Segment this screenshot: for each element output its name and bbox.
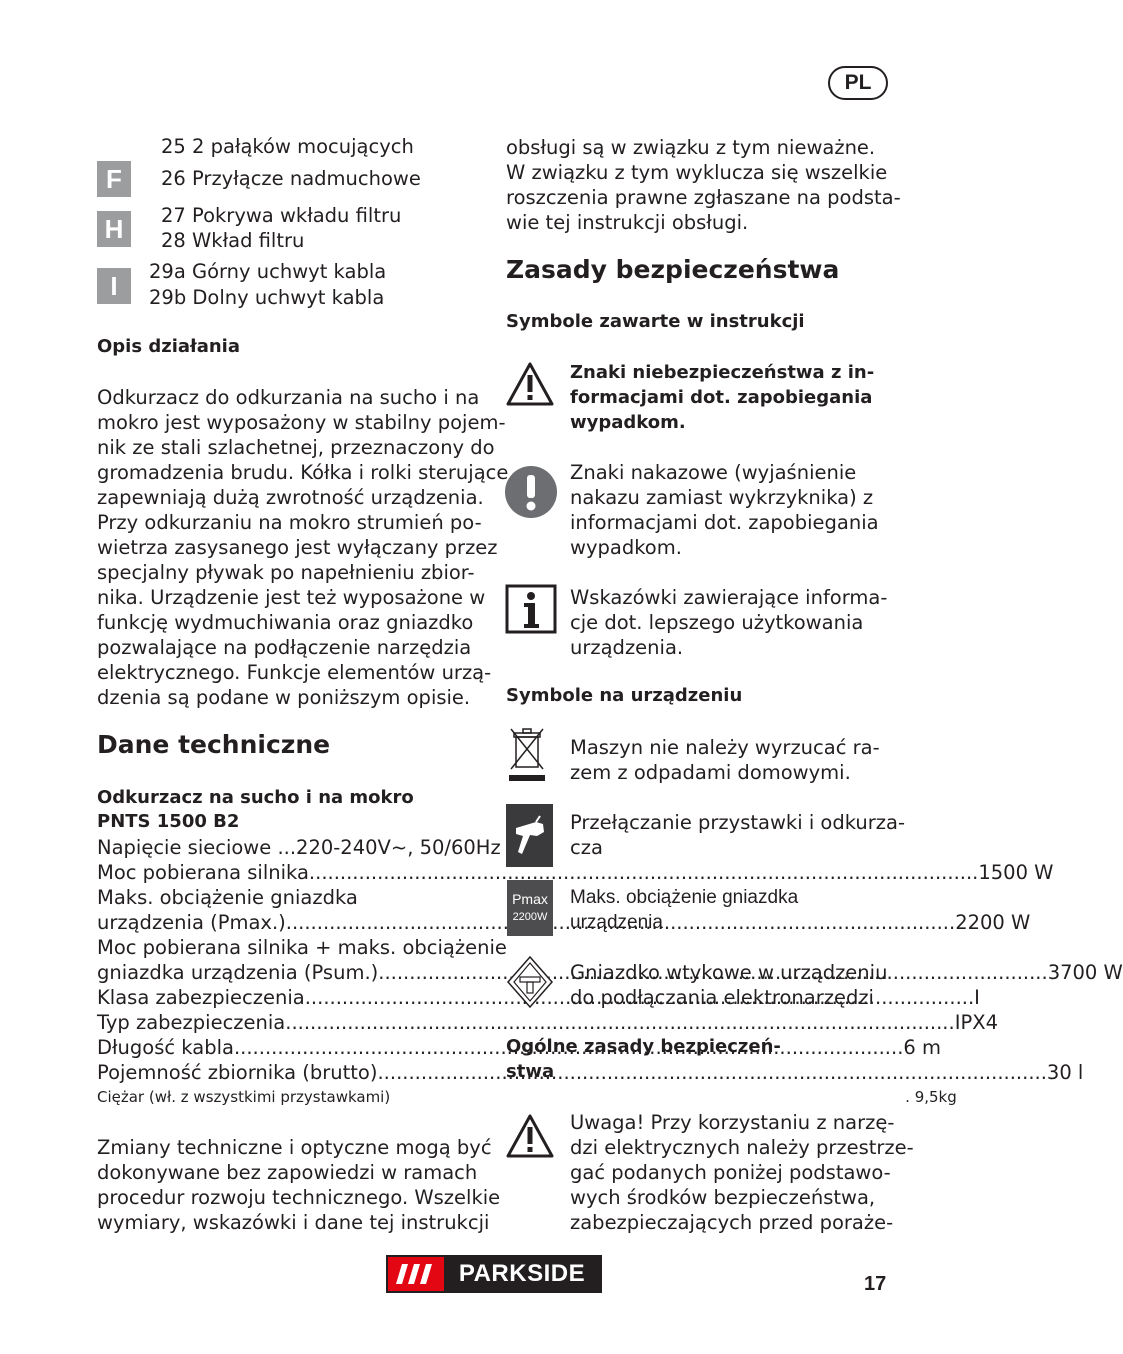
spec-label: Typ zabezpieczenia bbox=[97, 1011, 286, 1034]
model-number: PNTS 1500 B2 bbox=[97, 811, 240, 832]
text-line: gromadzenia brudu. Kółka i rolki sterujące bbox=[97, 461, 509, 484]
warning-icon bbox=[505, 1113, 555, 1159]
symbol-text-info bbox=[570, 585, 887, 660]
text-line: cje dot. lepszego użytkowania bbox=[570, 611, 864, 634]
text-line: cza bbox=[570, 836, 603, 859]
parkside-logo bbox=[386, 1255, 602, 1293]
text-line: Gniazdko wtykowe w urządzeniu bbox=[570, 961, 888, 984]
brand-name: PARKSIDE bbox=[444, 1257, 600, 1291]
text-line: wietrza zasysanego jest wyłączany przez bbox=[97, 536, 498, 559]
heading-symbole-instrukcji: Symbole zawarte w instrukcji bbox=[506, 311, 805, 332]
warning-icon bbox=[505, 361, 555, 407]
part-box-f: F bbox=[97, 161, 131, 197]
logo-slashes bbox=[388, 1257, 444, 1291]
text-line: wych środków bezpieczeństwa, bbox=[570, 1186, 876, 1209]
spec-label: urządzenia (Pmax.) bbox=[97, 911, 286, 934]
spec-label: Długość kabla bbox=[97, 1036, 234, 1059]
text-line: wypadkom. bbox=[570, 536, 682, 559]
heading-symbole-urzadzeniu: Symbole na urządzeniu bbox=[506, 685, 743, 706]
symbol-text-bin bbox=[570, 735, 880, 785]
part-line: 27 Pokrywa wkładu filtru bbox=[161, 204, 402, 227]
spec-label: Klasa zabezpieczenia bbox=[97, 986, 305, 1009]
spec-label: Moc pobierana silnika + maks. obciążenie bbox=[97, 936, 507, 959]
text-line: mokro jest wyposażony w stabilny pojem- bbox=[97, 411, 506, 434]
text-line: dzi elektrycznych należy przestrze- bbox=[570, 1136, 914, 1159]
pmax-label: Pmax bbox=[512, 891, 548, 907]
text-line: urządzenia. bbox=[570, 636, 684, 659]
crossed-bin-icon bbox=[507, 725, 547, 783]
spec-row bbox=[97, 1085, 957, 1110]
spec-row bbox=[97, 885, 479, 910]
text-line: Maszyn nie należy wyrzucać ra- bbox=[570, 736, 880, 759]
text-line: zapewniają dużą zwrotność urządzenia. bbox=[97, 486, 484, 509]
symbol-text-mandatory bbox=[570, 460, 879, 560]
text-line: zabezpieczających przed poraże- bbox=[570, 1211, 894, 1234]
spec-row bbox=[97, 1010, 998, 1035]
text-line: Odkurzacz do odkurzania na sucho i na bbox=[97, 386, 480, 409]
spec-value: 1500 W bbox=[978, 861, 1054, 884]
text-line: elektrycznego. Funkcje elementów urzą- bbox=[97, 661, 492, 684]
text-line: informacjami dot. zapobiegania bbox=[570, 511, 879, 534]
heading-line: Ogólne zasady bezpieczeń- bbox=[506, 1036, 781, 1057]
part-line: 29a Górny uchwyt kabla bbox=[149, 260, 387, 283]
mandatory-icon bbox=[505, 466, 557, 518]
text-line: nika. Urządzenie jest też wyposażone w bbox=[97, 586, 486, 609]
part-box-i: I bbox=[97, 268, 131, 304]
spec-label: Moc pobierana silnika bbox=[97, 861, 309, 884]
text-line: roszczenia prawne zgłaszane na podsta- bbox=[506, 186, 901, 209]
text-line: Uwaga! Przy korzystaniu z narzę- bbox=[570, 1111, 895, 1134]
text-line: Wskazówki zawierające informa- bbox=[570, 586, 888, 609]
heading-dane-techniczne: Dane techniczne bbox=[97, 730, 331, 759]
text-line: wypadkom. bbox=[570, 412, 686, 433]
text-line: dokonywane bez zapowiedzi w ramach bbox=[97, 1161, 478, 1184]
spec-row bbox=[97, 910, 1031, 935]
pmax-icon bbox=[507, 880, 553, 936]
part-line: 29b Dolny uchwyt kabla bbox=[149, 286, 385, 309]
spec-value: 30 l bbox=[1046, 1061, 1084, 1084]
text-line: nik ze stali szlachetnej, przeznaczony do bbox=[97, 436, 495, 459]
heading-ogolne-zasady bbox=[506, 1034, 781, 1084]
spec-value: I bbox=[974, 986, 980, 1009]
heading-line: stwa bbox=[506, 1061, 555, 1082]
spec-value: 2200 W bbox=[955, 911, 1031, 934]
heading-zasady-bezpieczenstwa: Zasady bezpieczeństwa bbox=[506, 255, 840, 284]
spec-value: 3700 W bbox=[1047, 961, 1123, 984]
text-line: dzenia są podane w poniższym opisie. bbox=[97, 686, 471, 709]
text-line: Maks. obciążenie gniazdka bbox=[570, 887, 799, 908]
text-line: formacjami dot. zapobiegania bbox=[570, 387, 873, 408]
spec-label: Maks. obciążenie gniazdka bbox=[97, 886, 358, 909]
text-line: Przełączanie przystawki i odkurza- bbox=[570, 811, 906, 834]
spec-value: 220-240V~, 50/60Hz bbox=[296, 836, 501, 859]
part-line: 26 Przyłącze nadmuchowe bbox=[161, 167, 421, 190]
warning-paragraph bbox=[570, 1110, 914, 1235]
text-line: procedur rozwoju technicznego. Wszelkie bbox=[97, 1186, 501, 1209]
heading-opis-dzialania: Opis działania bbox=[97, 336, 240, 357]
symbol-text-blower bbox=[570, 810, 905, 860]
spec-value: 6 m bbox=[903, 1036, 941, 1059]
spec-row bbox=[97, 860, 1054, 885]
spec-label: Ciężar (wł. z wszystkimi przystawkami) bbox=[97, 1088, 391, 1106]
part-line: 28 Wkład filtru bbox=[161, 229, 305, 252]
spec-label: gniazdka urządzenia (Psum.) bbox=[97, 961, 379, 984]
model-name: Odkurzacz na sucho i na mokro bbox=[97, 787, 414, 808]
page-number: 17 bbox=[864, 1273, 887, 1295]
text-line: nakazu zamiast wykrzyknika) z bbox=[570, 486, 874, 509]
socket-icon bbox=[505, 954, 555, 1010]
pmax-value: 2200W bbox=[512, 911, 548, 923]
text-line: Znaki niebezpieczeństwa z in- bbox=[570, 362, 875, 383]
spec-label: Pojemność zbiornika (brutto) bbox=[97, 1061, 378, 1084]
language-badge: PL bbox=[828, 66, 888, 100]
text-line: do podłączania elektronarzędzi bbox=[570, 986, 874, 1009]
symbol-text-warning bbox=[570, 360, 874, 435]
part-line: 25 2 pałąków mocujących bbox=[161, 135, 414, 158]
intro-paragraph bbox=[506, 135, 901, 235]
text-line: obsługi są w związku z tym nieważne. bbox=[506, 136, 876, 159]
text-line: funkcję wydmuchiwania oraz gniazdko bbox=[97, 611, 474, 634]
spec-row bbox=[97, 935, 507, 960]
part-box-h: H bbox=[97, 211, 131, 247]
text-line: pozwalające na podłączenie narzędzia bbox=[97, 636, 472, 659]
blower-switch-icon bbox=[506, 804, 553, 867]
opis-paragraph bbox=[97, 385, 509, 710]
symbol-text-pmax bbox=[570, 885, 798, 935]
text-line: Przy odkurzaniu na mokro strumień po- bbox=[97, 511, 482, 534]
text-line: W związku z tym wyklucza się wszelkie bbox=[506, 161, 888, 184]
spec-row bbox=[97, 835, 501, 860]
text-line: Znaki nakazowe (wyjaśnienie bbox=[570, 461, 857, 484]
text-line: wymiary, wskazówki i dane tej instrukcji bbox=[97, 1211, 490, 1234]
text-line: urządzenia bbox=[570, 912, 663, 933]
text-line: zem z odpadami domowymi. bbox=[570, 761, 851, 784]
symbol-text-socket bbox=[570, 960, 887, 1010]
text-line: Zmiany techniczne i optyczne mogą być bbox=[97, 1136, 492, 1159]
text-line: gać podanych poniżej podstawo- bbox=[570, 1161, 891, 1184]
text-line: wie tej instrukcji obsługi. bbox=[506, 211, 749, 234]
info-icon bbox=[505, 584, 557, 634]
spec-value: . 9,5kg bbox=[905, 1088, 957, 1106]
spec-value: IPX4 bbox=[954, 1011, 998, 1034]
text-line: specjalny pływak po napełnieniu zbior- bbox=[97, 561, 475, 584]
changes-paragraph bbox=[97, 1135, 500, 1235]
spec-label: Napięcie sieciowe ... bbox=[97, 836, 297, 859]
